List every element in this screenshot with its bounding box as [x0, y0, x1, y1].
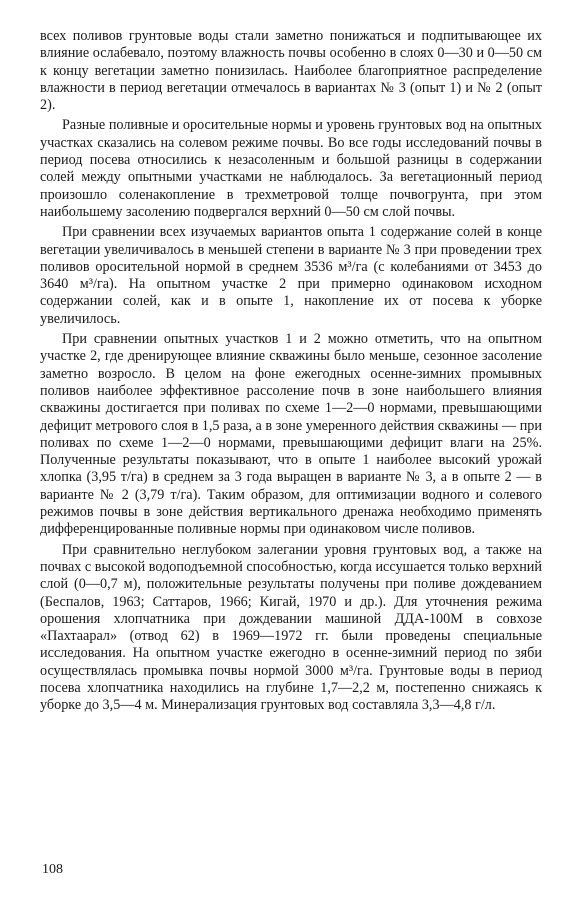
paragraph-variant-comparison: При сравнении всех изучаемых вариантов опыта 1 содержание солей в конце вегетации увеличивалось в меньшей степени в варианте № 3 при проведении трех поливов оросительной нормой в среднем 3536 м³/га (с колебаниями от 3453 до 3640 м³/га). На опытном участке 2 при примерно одинаковом исходном содержании солей, как и в опыте 1, накопление их от посева к уборке увеличилось.: [40, 224, 542, 327]
paragraph-salt-regime: Разные поливные и оросительные нормы и уровень грунтовых вод на опытных участках сказались на солевом режиме почвы. Во все годы исследований почвы в период посева относились к незасоленным и большой разницы в содержании солей между опытными участками не наблюдалось. За вегетационный период произошло соленакопление в трехметровой толще почвогрунта, при этом наибольшему засолению подвергался верхний 0—50 см слой почвы.: [40, 117, 542, 220]
paragraph-continuation: всех поливов грунтовые воды стали заметно понижаться и подпитывающее их влияние ослабевало, поэтому влажность почвы особенно в слоях 0—30 и 0—50 см к концу вегетации заметно понизилась. Наиболее благоприятное распределение влажности в период вегетации отмечалось в вариантах № 3 (опыт 1) и № 2 (опыт 2).: [40, 28, 542, 114]
page-body: [40, 28, 542, 718]
paragraph-sprinkler-irrigation: При сравнительно неглубоком залегании уровня грунтовых вод, а также на почвах с высокой водоподъемной способностью, когда иссушается только верхний слой (0—0,7 м), положительные результаты получены при поливе дождеванием (Беспалов, 1963; Саттаров, 1966; Кигай, 1970 и др.). Для уточнения режима орошения хлопчатника при дождевании машиной ДДА-100М в совхозе «Пахтаарал» (отвод 62) в 1969—1972 гг. были проведены специальные исследования. На опытном участке ежегодно в осенне-зимний период по зяби осуществлялась промывка почвы нормой 3000 м³/га. Грунтовые воды в период посева хлопчатника находились на глубине 1,7—2,2 м, постепенно снижаясь к уборке до 3,5—4 м. Минерализация грунтовых вод составляла 3,3—4,8 г/л.: [40, 541, 542, 714]
paragraph-plot-comparison: При сравнении опытных участков 1 и 2 можно отметить, что на опытном участке 2, где дренирующее влияние скважины было меньше, сезонное засоление заметно возросло. В целом на фоне ежегодных осенне-зимних промывных поливов наиболее эффективное рассоление почв в зоне наибольшего влияния скважины достигается при поливах по схеме 1—2—0 нормами, превышающими дефицит метрового слоя в 1,5 раза, а в зоне умеренного действия скважины — при поливах по схеме 1—2—0 нормами, превышающими дефицит влаги на 25%. Полученные результаты показывают, что в опыте 1 наиболее высокий урожай хлопка (3,95 т/га) в среднем за 3 года выращен в варианте № 3, а в опыте 2 — в варианте № 2 (3,79 т/га). Таким образом, для оптимизации водного и солевого режимов почвы в зоне действия вертикального дренажа необходимо применять дифференцированные поливные нормы при одинаковом числе поливов.: [40, 331, 542, 538]
page-number: 108: [42, 862, 63, 877]
